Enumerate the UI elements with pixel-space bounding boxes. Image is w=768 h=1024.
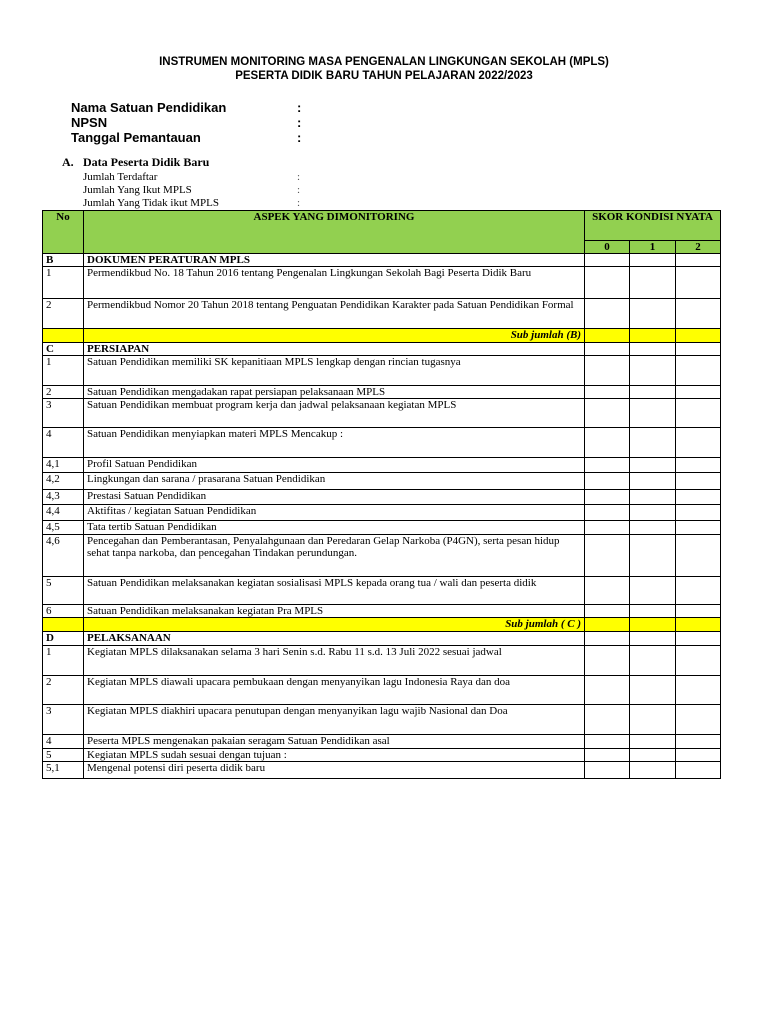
row-aspek-text: Lingkungan dan sarana / prasarana Satuan Pendidikan: [84, 473, 585, 490]
score-cell-1[interactable]: [630, 299, 676, 329]
table-row: [43, 646, 721, 676]
table-header-row: [43, 211, 721, 241]
header-aspek: ASPEK YANG DIMONITORING: [84, 211, 585, 254]
score-cell-2[interactable]: [676, 762, 721, 779]
row-number: 4,5: [43, 521, 84, 535]
table-row: [43, 605, 721, 618]
table-row: [43, 356, 721, 386]
table-row: [43, 535, 721, 577]
score-cell-1[interactable]: [630, 254, 676, 267]
score-cell-1[interactable]: [630, 705, 676, 735]
row-number: 4,2: [43, 473, 84, 490]
score-cell-2[interactable]: [676, 735, 721, 749]
satuan-label: Nama Satuan Pendidikan: [71, 100, 227, 115]
score-cell-1[interactable]: [630, 605, 676, 618]
row-aspek-text: Mengenal potensi diri peserta didik baru: [84, 762, 585, 779]
row-number: 4,3: [43, 490, 84, 505]
table-row: [43, 749, 721, 762]
score-cell-2[interactable]: [676, 267, 721, 299]
row-aspek-text: Satuan Pendidikan memiliki SK kepanitiaan MPLS lengkap dengan rincian tugasnya: [84, 356, 585, 386]
score-cell-2[interactable]: [676, 577, 721, 605]
header-score-2: 2: [676, 241, 721, 254]
score-cell-1[interactable]: [630, 632, 676, 646]
row-number: 4: [43, 428, 84, 458]
score-cell-2[interactable]: [676, 428, 721, 458]
row-number: 4: [43, 735, 84, 749]
row-aspek-text: Kegiatan MPLS diakhiri upacara penutupan dengan menyanyikan lagu wajib Nasional dan Doa: [84, 705, 585, 735]
score-cell-2[interactable]: [676, 473, 721, 490]
score-cell-0[interactable]: [585, 458, 630, 473]
table-row: [43, 386, 721, 399]
npsn-label: NPSN: [71, 115, 108, 130]
score-cell-0[interactable]: [585, 399, 630, 428]
row-aspek-text: Satuan Pendidikan menyiapkan materi MPLS Mencakup :: [84, 428, 585, 458]
section-a-line: [83, 171, 300, 183]
row-aspek-text: Peserta MPLS mengenakan pakaian seragam Satuan Pendidikan asal: [84, 735, 585, 749]
score-cell-2[interactable]: [676, 329, 721, 343]
score-cell-2[interactable]: [676, 749, 721, 762]
header-skor: SKOR KONDISI NYATA: [585, 211, 721, 241]
score-cell-1[interactable]: [630, 505, 676, 521]
row-number: 4,1: [43, 458, 84, 473]
score-cell-2[interactable]: [676, 299, 721, 329]
row-number: 1: [43, 267, 84, 299]
score-cell-0[interactable]: [585, 505, 630, 521]
score-cell-0[interactable]: [585, 343, 630, 356]
score-cell-0[interactable]: [585, 356, 630, 386]
score-cell-1[interactable]: [630, 329, 676, 343]
row-aspek-text: Kegiatan MPLS dilaksanakan selama 3 hari Senin s.d. Rabu 11 s.d. 13 Juli 2022 sesuai jadwal: [84, 646, 585, 676]
row-aspek-text: Kegiatan MPLS diawali upacara pembukaan dengan menyanyikan lagu Indonesia Raya dan doa: [84, 676, 585, 705]
score-cell-1[interactable]: [630, 458, 676, 473]
row-number: 3: [43, 399, 84, 428]
document-title-line1: INSTRUMEN MONITORING MASA PENGENALAN LINGKUNGAN SEKOLAH (MPLS): [159, 56, 609, 68]
score-cell-1[interactable]: [630, 399, 676, 428]
score-cell-2[interactable]: [676, 356, 721, 386]
npsn-colon: :: [297, 115, 302, 130]
score-cell-0[interactable]: [585, 577, 630, 605]
score-cell-1[interactable]: [630, 749, 676, 762]
table-row: [43, 490, 721, 505]
table-row: [43, 521, 721, 535]
score-cell-2[interactable]: [676, 386, 721, 399]
row-number: 1: [43, 356, 84, 386]
score-cell-2[interactable]: [676, 676, 721, 705]
score-cell-2[interactable]: [676, 521, 721, 535]
score-cell-2[interactable]: [676, 535, 721, 577]
score-cell-1[interactable]: [630, 428, 676, 458]
tanggal-colon: :: [297, 130, 302, 145]
score-cell-2[interactable]: [676, 705, 721, 735]
table-row: [43, 299, 721, 329]
header-no: No: [43, 211, 84, 254]
section-title: PELAKSANAAN: [84, 632, 585, 646]
score-cell-1[interactable]: [630, 676, 676, 705]
row-aspek-text: Prestasi Satuan Pendidikan: [84, 490, 585, 505]
section-row: [43, 632, 721, 646]
table-row: [43, 399, 721, 428]
table-row: [43, 473, 721, 490]
score-cell-0[interactable]: [585, 618, 630, 632]
score-cell-1[interactable]: [630, 267, 676, 299]
row-number: C: [43, 343, 84, 356]
row-aspek-text: Kegiatan MPLS sudah sesuai dengan tujuan :: [84, 749, 585, 762]
row-number: D: [43, 632, 84, 646]
score-cell-0[interactable]: [585, 535, 630, 577]
table-row: [43, 762, 721, 779]
score-cell-2[interactable]: [676, 632, 721, 646]
satuan-colon: :: [297, 100, 302, 115]
score-cell-0[interactable]: [585, 299, 630, 329]
score-cell-1[interactable]: [630, 386, 676, 399]
score-cell-2[interactable]: [676, 646, 721, 676]
section-a-line: [83, 197, 300, 209]
score-cell-0[interactable]: [585, 329, 630, 343]
info-npsn-row: [71, 116, 301, 130]
table-row: [43, 577, 721, 605]
row-aspek-text: Profil Satuan Pendidikan: [84, 458, 585, 473]
header-score-0: 0: [585, 241, 630, 254]
score-cell-0[interactable]: [585, 749, 630, 762]
monitoring-table-body: [43, 211, 721, 779]
subtotal-label: Sub jumlah (B): [84, 329, 585, 343]
score-cell-2[interactable]: [676, 505, 721, 521]
section-a-line-label: Jumlah Yang Tidak ikut MPLS: [83, 197, 220, 209]
score-cell-0[interactable]: [585, 428, 630, 458]
score-cell-0[interactable]: [585, 705, 630, 735]
score-cell-2[interactable]: [676, 399, 721, 428]
score-cell-0[interactable]: [585, 676, 630, 705]
section-title: PERSIAPAN: [84, 343, 585, 356]
score-cell-1[interactable]: [630, 762, 676, 779]
row-aspek-text: Satuan Pendidikan membuat program kerja dan jadwal pelaksanaan kegiatan MPLS: [84, 399, 585, 428]
table-row: [43, 505, 721, 521]
table-row: [43, 267, 721, 299]
score-cell-0[interactable]: [585, 521, 630, 535]
table-row: [43, 676, 721, 705]
section-a-colon: :: [297, 171, 301, 183]
section-a-line: [83, 184, 300, 196]
info-satuan-row: [71, 101, 301, 115]
table-row: [43, 458, 721, 473]
row-number: 5: [43, 577, 84, 605]
score-cell-1[interactable]: [630, 473, 676, 490]
score-cell-0[interactable]: [585, 762, 630, 779]
score-cell-1[interactable]: [630, 535, 676, 577]
row-number: 1: [43, 646, 84, 676]
row-aspek-text: Satuan Pendidikan melaksanakan kegiatan Pra MPLS: [84, 605, 585, 618]
row-number: 5,1: [43, 762, 84, 779]
section-a-colon: :: [297, 184, 301, 196]
score-cell-2[interactable]: [676, 254, 721, 267]
score-cell-0[interactable]: [585, 267, 630, 299]
monitoring-table: [42, 210, 721, 779]
score-cell-0[interactable]: [585, 735, 630, 749]
subtotal-row: [43, 329, 721, 343]
row-aspek-text: Tata tertib Satuan Pendidikan: [84, 521, 585, 535]
score-cell-1[interactable]: [630, 646, 676, 676]
score-cell-0[interactable]: [585, 386, 630, 399]
score-cell-2[interactable]: [676, 458, 721, 473]
row-aspek-text: Permendikbud No. 18 Tahun 2016 tentang Pengenalan Lingkungan Sekolah Bagi Peserta Didik Baru: [84, 267, 585, 299]
row-aspek-text: Satuan Pendidikan melaksanakan kegiatan sosialisasi MPLS kepada orang tua / wali dan peserta didik: [84, 577, 585, 605]
row-number: 2: [43, 386, 84, 399]
row-aspek-text: Aktifitas / kegiatan Satuan Pendidikan: [84, 505, 585, 521]
score-cell-0[interactable]: [585, 605, 630, 618]
section-a-heading: [62, 156, 209, 169]
section-title: DOKUMEN PERATURAN MPLS: [84, 254, 585, 267]
row-number: [43, 618, 84, 632]
section-row: [43, 254, 721, 267]
header-score-1: 1: [630, 241, 676, 254]
row-number: 2: [43, 299, 84, 329]
score-cell-2[interactable]: [676, 605, 721, 618]
tanggal-label: Tanggal Pemantauan: [71, 130, 201, 145]
score-cell-0[interactable]: [585, 490, 630, 505]
score-cell-2[interactable]: [676, 490, 721, 505]
score-cell-1[interactable]: [630, 577, 676, 605]
section-a-colon: :: [297, 197, 301, 209]
row-number: 4,4: [43, 505, 84, 521]
table-row: [43, 428, 721, 458]
row-aspek-text: Satuan Pendidikan mengadakan rapat persiapan pelaksanaan MPLS: [84, 386, 585, 399]
row-number: 2: [43, 676, 84, 705]
subtotal-row: [43, 618, 721, 632]
score-cell-2[interactable]: [676, 343, 721, 356]
section-row: [43, 343, 721, 356]
score-cell-0[interactable]: [585, 632, 630, 646]
subtotal-label: Sub jumlah ( C ): [84, 618, 585, 632]
row-aspek-text: Permendikbud Nomor 20 Tahun 2018 tentang Penguatan Pendidikan Karakter pada Satuan Pendidikan Formal: [84, 299, 585, 329]
section-a-title: Data Peserta Didik Baru: [83, 155, 210, 169]
row-number: [43, 329, 84, 343]
info-tanggal-row: [71, 131, 301, 145]
section-a-number: A.: [62, 155, 74, 169]
row-number: B: [43, 254, 84, 267]
score-cell-0[interactable]: [585, 646, 630, 676]
document-title-line2: PESERTA DIDIK BARU TAHUN PELAJARAN 2022/2023: [235, 70, 533, 82]
section-a-line-label: Jumlah Yang Ikut MPLS: [83, 184, 192, 196]
row-number: 6: [43, 605, 84, 618]
score-cell-1[interactable]: [630, 343, 676, 356]
score-cell-1[interactable]: [630, 521, 676, 535]
row-aspek-text: Pencegahan dan Pemberantasan, Penyalahgunaan dan Peredaran Gelap Narkoba (P4GN), serta pesan hidup sehat tanpa narkoba, dan pencegahan Tindakan perundungan.: [84, 535, 585, 577]
section-a-line-label: Jumlah Terdaftar: [83, 171, 158, 183]
row-number: 4,6: [43, 535, 84, 577]
row-number: 5: [43, 749, 84, 762]
table-row: [43, 735, 721, 749]
score-cell-2[interactable]: [676, 618, 721, 632]
score-cell-1[interactable]: [630, 735, 676, 749]
row-number: 3: [43, 705, 84, 735]
score-cell-1[interactable]: [630, 618, 676, 632]
score-cell-1[interactable]: [630, 356, 676, 386]
table-row: [43, 705, 721, 735]
score-cell-0[interactable]: [585, 473, 630, 490]
score-cell-1[interactable]: [630, 490, 676, 505]
score-cell-0[interactable]: [585, 254, 630, 267]
